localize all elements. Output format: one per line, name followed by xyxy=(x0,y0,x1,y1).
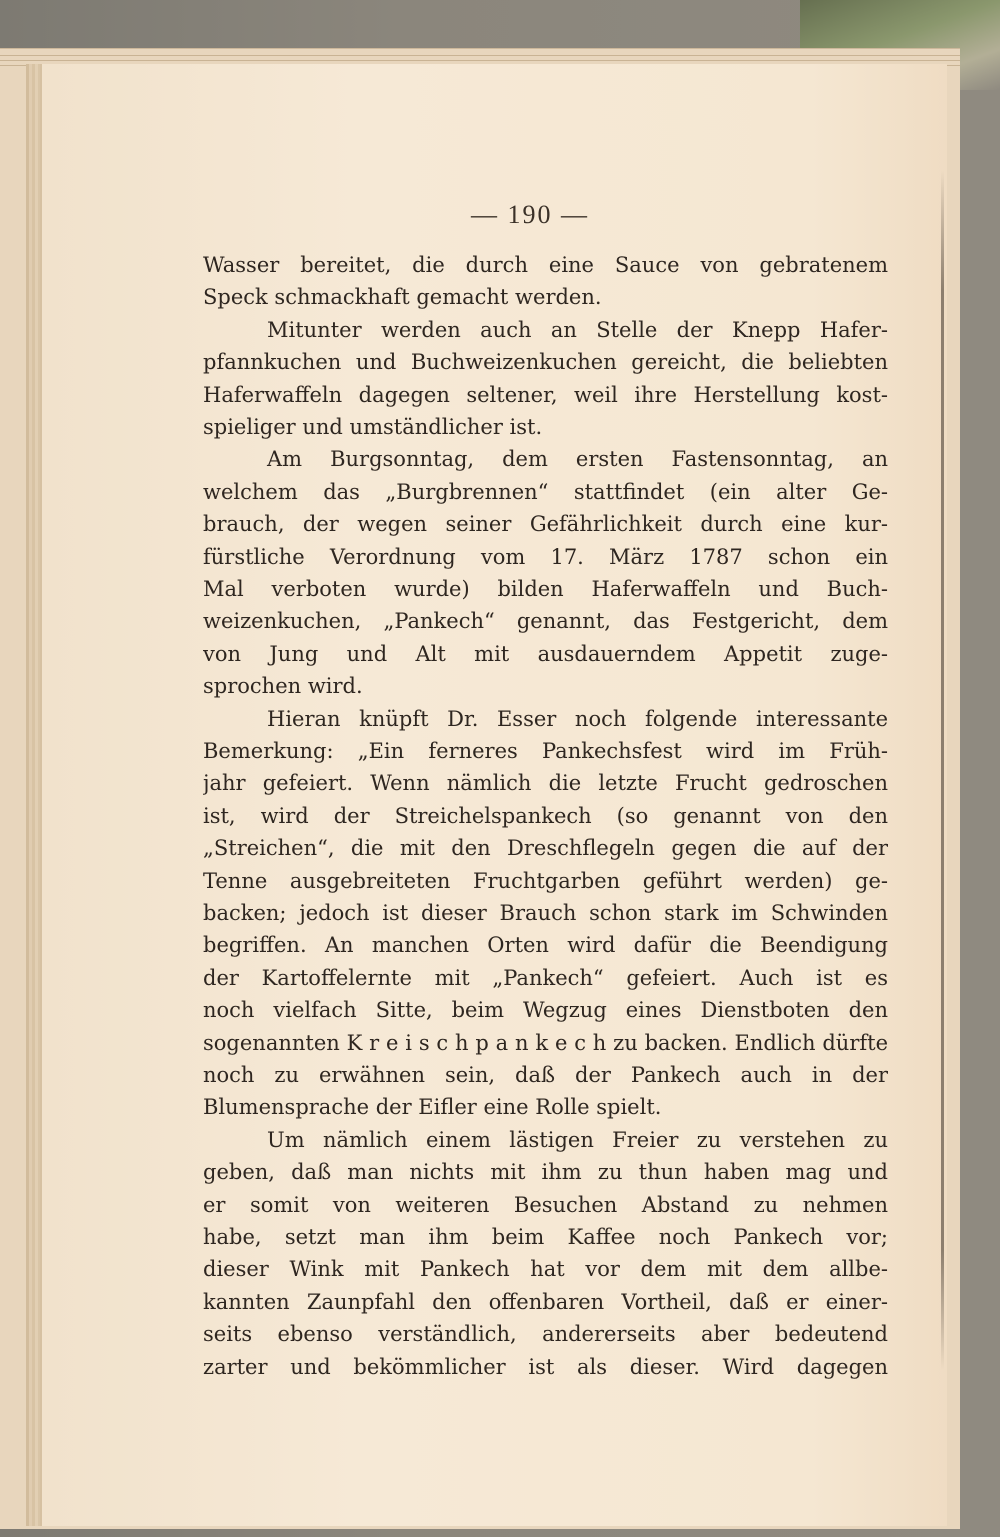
text-line: weizenkuchen, „Pankech“ genannt, das Festgericht, dem xyxy=(203,609,888,634)
text-line: sprochen wird. xyxy=(203,674,363,699)
text-line: welchem das „Burgbrennen“ stattfindet (ein alter Ge- xyxy=(203,479,888,504)
text-line: backen; jedoch ist dieser Brauch schon stark im Schwinden xyxy=(203,901,888,925)
text-line: Hieran knüpft Dr. Esser noch folgende interessante xyxy=(267,706,888,731)
text-line: Um nämlich einem lästigen Freier zu verstehen zu xyxy=(267,1127,888,1152)
text-line: brauch, der wegen seiner Gefährlichkeit durch eine kur- xyxy=(203,512,888,537)
page-gutter-shadow xyxy=(941,170,944,1370)
text-line: „Streichen“, die mit den Dreschflegeln gegen die auf der xyxy=(203,836,888,861)
text-line: Wasser bereitet, die durch eine Sauce von gebratenem xyxy=(203,253,888,277)
text-line: Mitunter werden auch an Stelle der Knepp Hafer- xyxy=(267,317,888,342)
text-line: noch zu erwähnen sein, daß der Pankech auch in der xyxy=(203,1063,888,1087)
text-line: dieser Wink mit Pankech hat vor dem mit dem allbe- xyxy=(203,1257,888,1282)
text-line: pfannkuchen und Buchweizenkuchen gereicht, die beliebten xyxy=(203,350,888,375)
text-line: noch vielfach Sitte, beim Wegzug eines Dienstboten den xyxy=(203,998,888,1023)
text-line: Bemerkung: „Ein ferneres Pankechsfest wird im Früh- xyxy=(203,739,888,763)
text-line: zarter und bekömmlicher ist als dieser. Wird dagegen xyxy=(203,1354,888,1379)
text-line: Tenne ausgebreiteten Fruchtgarben geführt werden) ge- xyxy=(203,868,888,893)
text-line: kannten Zaunpfahl den offenbaren Vortheil, daß er einer- xyxy=(203,1289,888,1314)
text-line: Haferwaffeln dagegen seltener, weil ihre Herstellung kost- xyxy=(203,382,888,407)
stack-line xyxy=(0,60,960,61)
text-line: ist, wird der Streichelspankech (so genannt von den xyxy=(203,803,888,828)
text-line: spieliger und umständlicher ist. xyxy=(203,415,543,439)
text-line: begriffen. An manchen Orten wird dafür die Beendigung xyxy=(203,933,888,958)
page-number: — 190 — xyxy=(471,200,589,229)
text-line: Speck schmackhaft gemacht werden. xyxy=(203,285,602,310)
stack-line xyxy=(0,55,960,56)
text-line: Blumensprache der Eifler eine Rolle spielt. xyxy=(203,1095,662,1120)
text-line: Am Burgsonntag, dem ersten Fastensonntag, an xyxy=(267,447,888,472)
text-line: der Kartoffelernte mit „Pankech“ gefeiert. Auch ist es xyxy=(203,965,888,990)
text-line: habe, setzt man ihm beim Kaffee noch Pankech vor; xyxy=(203,1225,888,1249)
text-line: fürstliche Verordnung vom 17. März 1787 schon ein xyxy=(203,544,888,569)
text-line: sogenannten K r e i s c h p a n k e c h zu backen. Endlich dürfte xyxy=(203,1030,888,1055)
text-line: geben, daß man nichts mit ihm zu thun haben mag und xyxy=(203,1160,888,1185)
text-line: er somit von weiteren Besuchen Abstand zu nehmen xyxy=(203,1192,888,1217)
text-line: Mal verboten wurde) bilden Haferwaffeln und Buch- xyxy=(203,577,888,601)
text-line: jahr gefeiert. Wenn nämlich die letzte Frucht gedroschen xyxy=(203,771,888,796)
text-line: seits ebenso verständlich, andererseits aber bedeutend xyxy=(203,1322,888,1347)
text-line: von Jung und Alt mit ausdauerndem Appetit zuge- xyxy=(203,641,888,666)
